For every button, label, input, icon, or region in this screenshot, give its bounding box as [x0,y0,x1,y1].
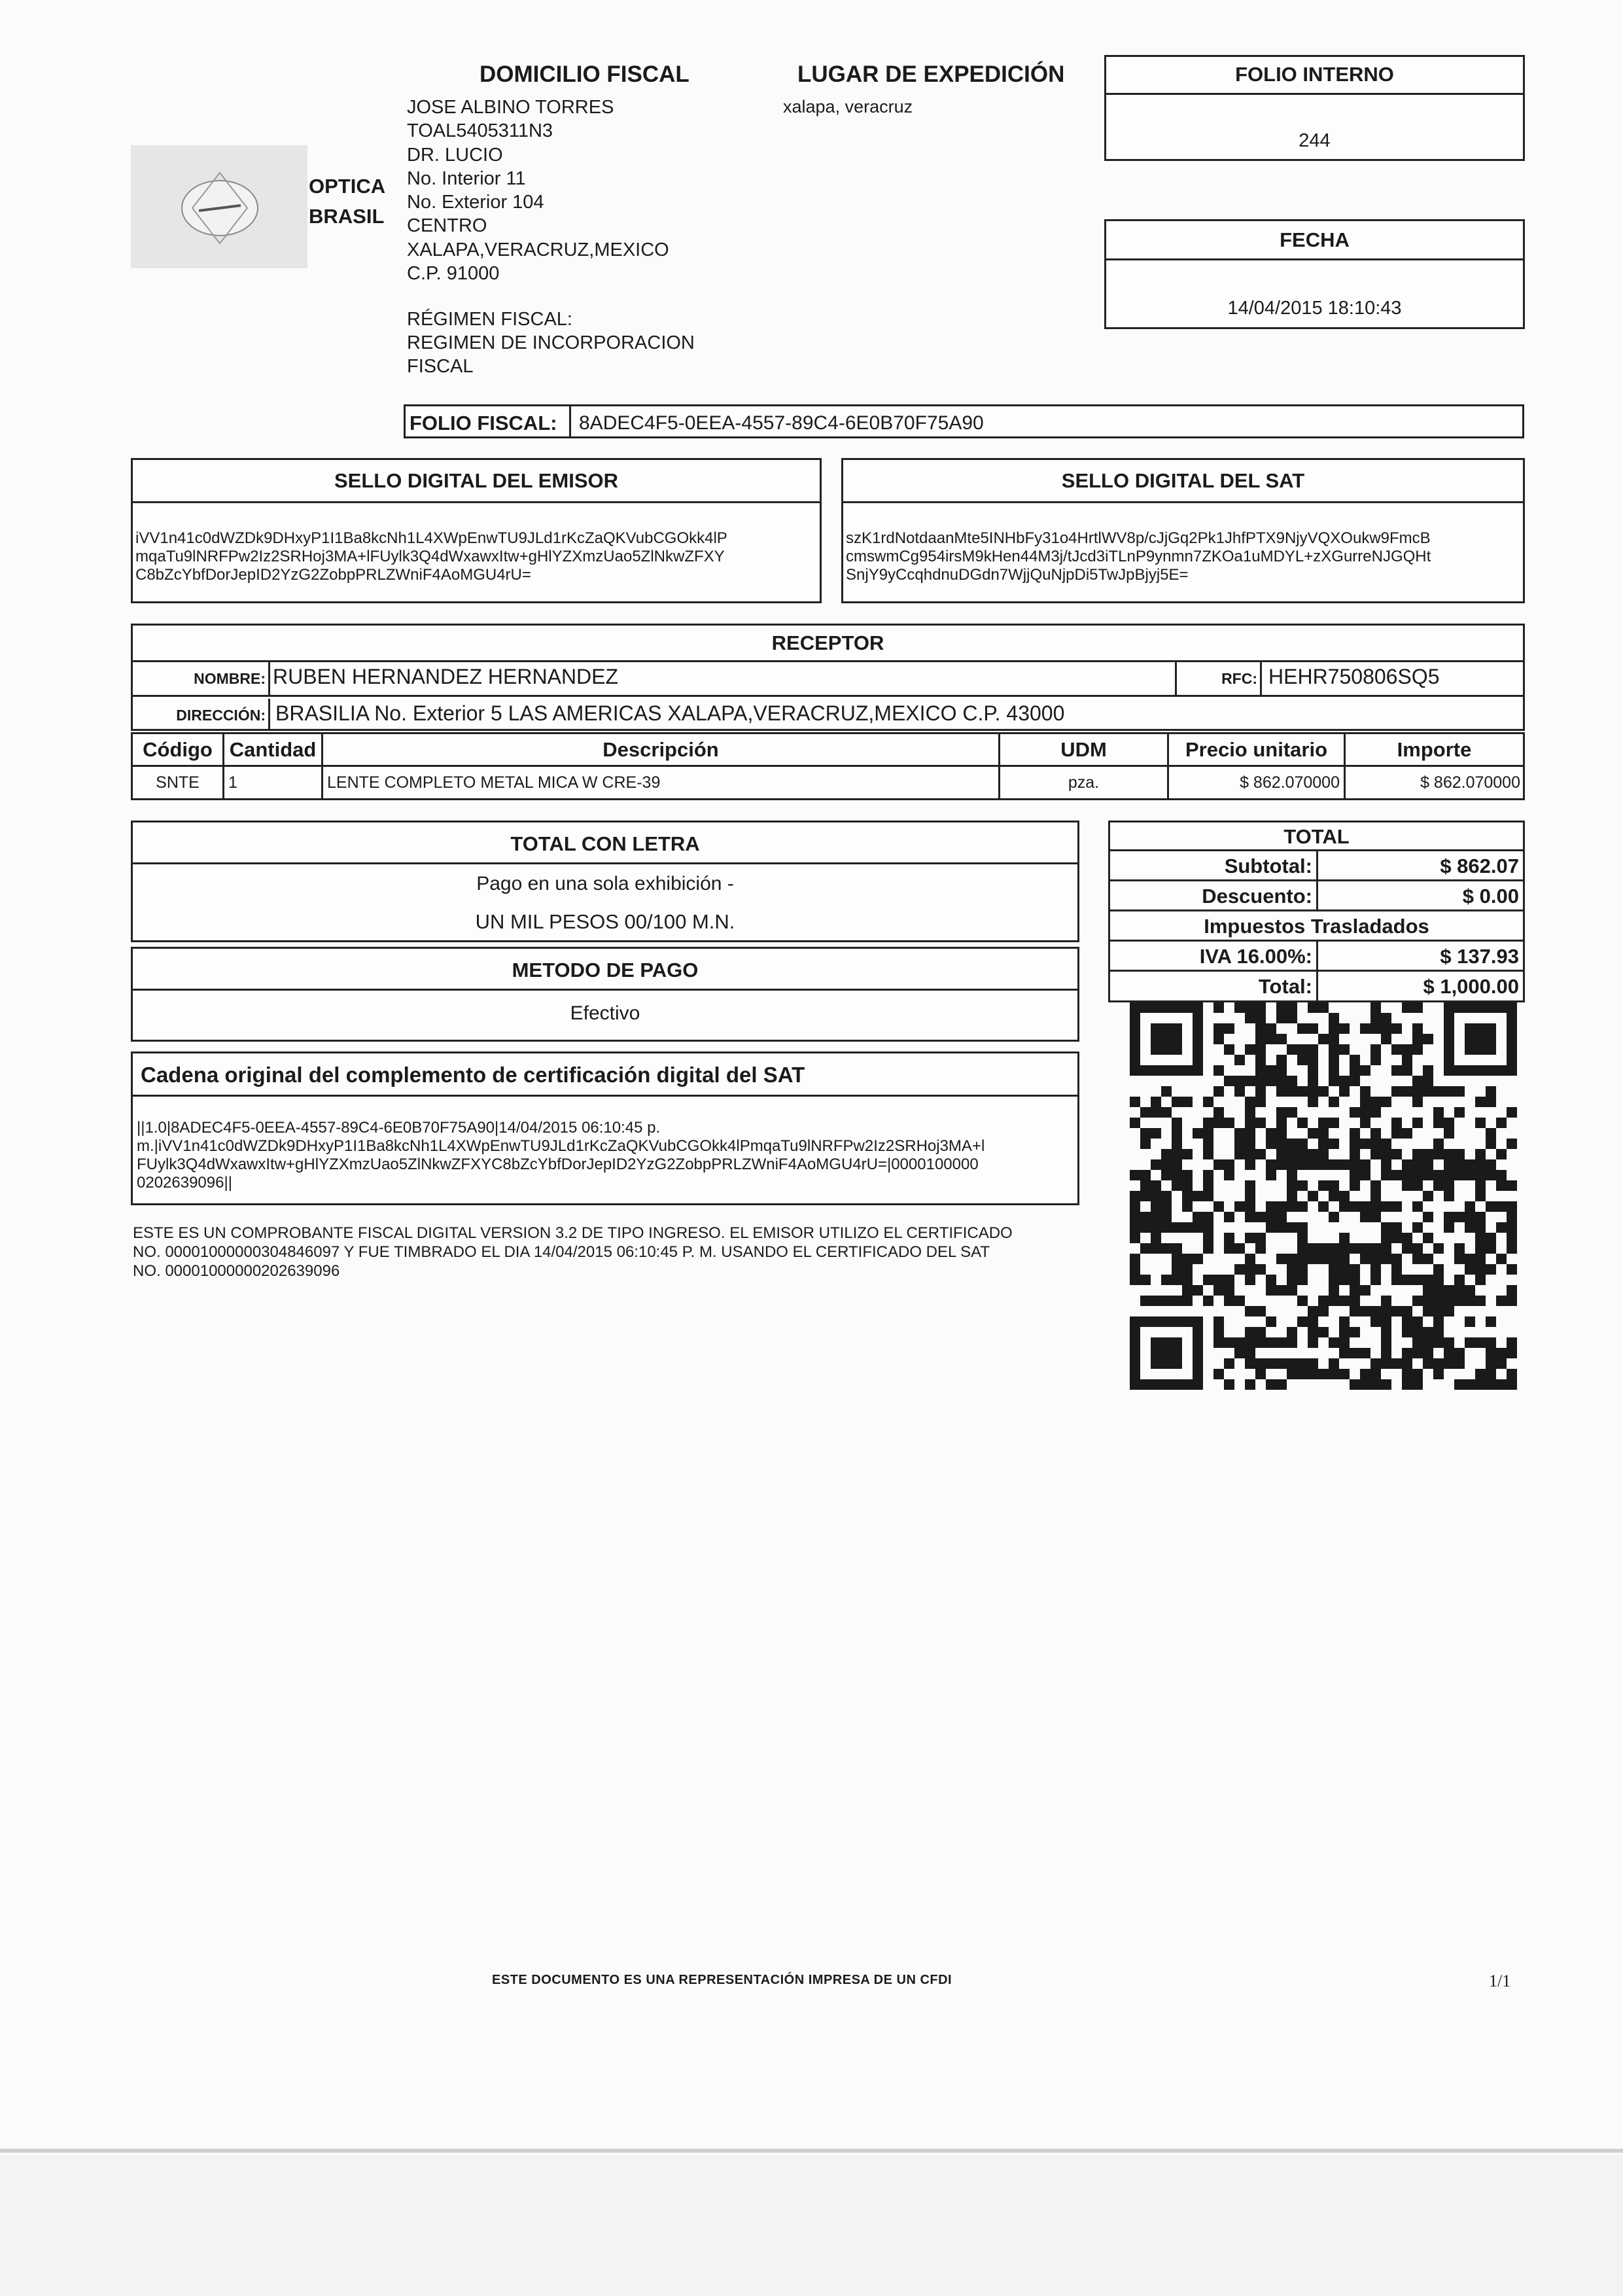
cadena-original-title: Cadena original del complemento de certificación digital del SAT [133,1053,1077,1097]
total-con-letra-line1: Pago en una sola exhibición - [476,873,734,894]
sello-sat-text [846,529,1431,584]
receptor-nombre-row [133,662,1523,697]
folio-interno-value: 244 [1299,130,1331,151]
leyenda-line: NO. 00001000000304846097 Y FUE TIMBRADO EL DIA 14/04/2015 06:10:45 P. M. USANDO EL CERTIFICADO DEL SAT [133,1243,990,1261]
logo-name-line1: OPTICA [309,175,386,198]
totales-box [1108,821,1525,1002]
metodo-pago-title: METODO DE PAGO [133,949,1077,991]
nombre-value: RUBEN HERNANDEZ HERNANDEZ [270,662,1177,695]
receptor-box [131,624,1525,731]
domicilio-block [407,96,669,285]
sello-emisor-line: C8bZcYbfDorJepID2YzG2ZobpPRLZWniF4AoMGU4rU= [135,566,531,584]
subtotal-label: Subtotal: [1110,851,1318,879]
total-con-letra-box [131,821,1079,942]
descuento-value: $ 0.00 [1462,885,1519,908]
iva-value: $ 137.93 [1440,945,1519,968]
leyenda-block [133,1224,1013,1280]
sello-emisor-line: iVV1n41c0dWZDk9DHxyP1I1Ba8kcNh1L4XWpEnwTU9JLd1rKcZaQKVubCGOkk4lP [135,529,727,547]
folio-fiscal-label: FOLIO FISCAL: [406,406,571,436]
cell-cantidad: 1 [224,767,323,798]
logo-name [309,171,385,232]
header-udm: UDM [1000,734,1169,765]
sello-sat-line: szK1rdNotdaanMte5INHbFy31o4HrtlWV8p/cJjGq2Pk1JhfPTX9NjyVQXOukw9FmcB [846,529,1431,547]
iva-row [1110,942,1523,972]
direccion-value: BRASILIA No. Exterior 5 LAS AMERICAS XALAPA,VERACRUZ,MEXICO C.P. 43000 [275,701,1065,725]
header-codigo: Código [133,734,224,765]
metodo-pago-value: Efectivo [570,1002,640,1024]
scan-margin [0,2155,1623,2296]
logo-diamond-icon [190,170,250,246]
sello-emisor-text [135,529,727,584]
cadena-original-box [131,1051,1079,1205]
impuestos-trasladados-label: Impuestos Trasladados [1110,911,1523,942]
rfc-value: HEHR750806SQ5 [1268,665,1440,688]
cell-descripcion: LENTE COMPLETO METAL MICA W CRE-39 [323,767,1000,798]
domicilio-line: CENTRO [407,215,487,237]
footer-note: ESTE DOCUMENTO ES UNA REPRESENTACIÓN IMPRESA DE UN CFDI [492,1973,952,1987]
domicilio-line: DR. LUCIO [407,144,503,166]
header-descripcion: Descripción [323,734,1000,765]
logo-name-line2: BRASIL [309,205,385,228]
cell-precio: $ 862.070000 [1169,767,1346,798]
items-table [131,732,1525,800]
table-row [133,767,1523,798]
folio-fiscal-box [404,404,1524,438]
total-con-letra-title: TOTAL CON LETRA [133,822,1077,864]
domicilio-line: XALAPA,VERACRUZ,MEXICO [407,239,669,260]
items-header-row [133,734,1523,767]
fecha-title: FECHA [1106,221,1523,260]
cadena-line: FUylk3Q4dWxawxItw+gHlYZXmzUao5ZlNkwZFXYC8bZcYbfDorJepID2YzG2ZobpPRLZWniF4AoMGU4rU=|0000100000 [137,1156,979,1173]
header-precio: Precio unitario [1169,734,1346,765]
descuento-row [1110,881,1523,911]
fecha-box [1104,219,1525,329]
scan-edge-divider [0,2149,1623,2153]
regimen-block [407,308,695,378]
sello-emisor-title: SELLO DIGITAL DEL EMISOR [133,460,820,503]
sello-emisor-line: mqaTu9lNRFPw2Iz2SRHoj3MA+lFUylk3Q4dWxawxItw+gHlYZXmzUao5ZlNkwZFXY [135,548,725,565]
receptor-direccion-row [133,699,1523,731]
lugar-title: LUGAR DE EXPEDICIÓN [797,62,1065,87]
total-row [1110,972,1523,1002]
cadena-original-text [137,1119,985,1192]
header-cantidad: Cantidad [224,734,323,765]
cell-udm: pza. [1000,767,1169,798]
domicilio-line: No. Interior 11 [407,168,526,189]
domicilio-line: No. Exterior 104 [407,192,544,213]
lugar-value: xalapa, veracruz [783,97,913,116]
domicilio-line: C.P. 91000 [407,263,500,285]
metodo-pago-box [131,947,1079,1042]
header-importe: Importe [1397,738,1472,761]
domicilio-line: TOAL5405311N3 [407,120,553,142]
regimen-line: RÉGIMEN FISCAL: [407,309,572,330]
regimen-line: FISCAL [407,356,474,377]
direccion-label: DIRECCIÓN: [133,699,270,731]
total-label: Total: [1110,972,1318,1002]
receptor-title: RECEPTOR [133,626,1523,662]
rfc-label: RFC: [1177,662,1262,695]
cadena-line: ||1.0|8ADEC4F5-0EEA-4557-89C4-6E0B70F75A90|14/04/2015 06:10:45 p. [137,1119,661,1137]
sello-sat-line: SnjY9yCcqhdnuDGdn7WjjQuNjpDi5TwJpBjyj5E= [846,566,1189,584]
folio-fiscal-value: 8ADEC4F5-0EEA-4557-89C4-6E0B70F75A90 [579,412,984,434]
subtotal-row [1110,851,1523,881]
fecha-value: 14/04/2015 18:10:43 [1227,298,1402,319]
total-con-letra-line2: UN MIL PESOS 00/100 M.N. [475,910,735,933]
sello-sat-line: cmswmCg954irsM9kHen44M3j/tJcd3iTLnP9ynmn7ZKOa1uMDYL+zXGurreNJGQHt [846,548,1431,565]
qr-code-icon [1130,1002,1517,1390]
sello-emisor-box [131,458,822,603]
sello-sat-box [841,458,1525,603]
descuento-label: Descuento: [1110,881,1318,910]
cell-codigo: SNTE [133,767,224,798]
subtotal-value: $ 862.07 [1440,855,1519,877]
domicilio-title: DOMICILIO FISCAL [480,62,689,87]
cell-importe: $ 862.070000 [1420,773,1520,792]
folio-interno-title: FOLIO INTERNO [1106,57,1523,95]
total-value: $ 1,000.00 [1423,975,1519,998]
cadena-line: 0202639096|| [137,1174,232,1192]
domicilio-line: JOSE ALBINO TORRES [407,97,614,118]
iva-label: IVA 16.00%: [1110,942,1318,970]
totales-title: TOTAL [1110,822,1523,851]
sello-sat-title: SELLO DIGITAL DEL SAT [843,460,1523,503]
folio-interno-box [1104,55,1525,161]
leyenda-line: ESTE ES UN COMPROBANTE FISCAL DIGITAL VERSION 3.2 DE TIPO INGRESO. EL EMISOR UTILIZO EL CERTIFICADO [133,1224,1013,1242]
page-number: 1/1 [1489,1971,1511,1990]
cadena-line: m.|iVV1n41c0dWZDk9DHxyP1I1Ba8kcNh1L4XWpEnwTU9JLd1rKcZaQKVubCGOkk4lPmqaTu9lNRFPw2Iz2SRHoj3MA+l [137,1137,985,1155]
regimen-line: REGIMEN DE INCORPORACION [407,332,695,353]
leyenda-line: NO. 00001000000202639096 [133,1262,340,1280]
nombre-label: NOMBRE: [133,662,270,695]
